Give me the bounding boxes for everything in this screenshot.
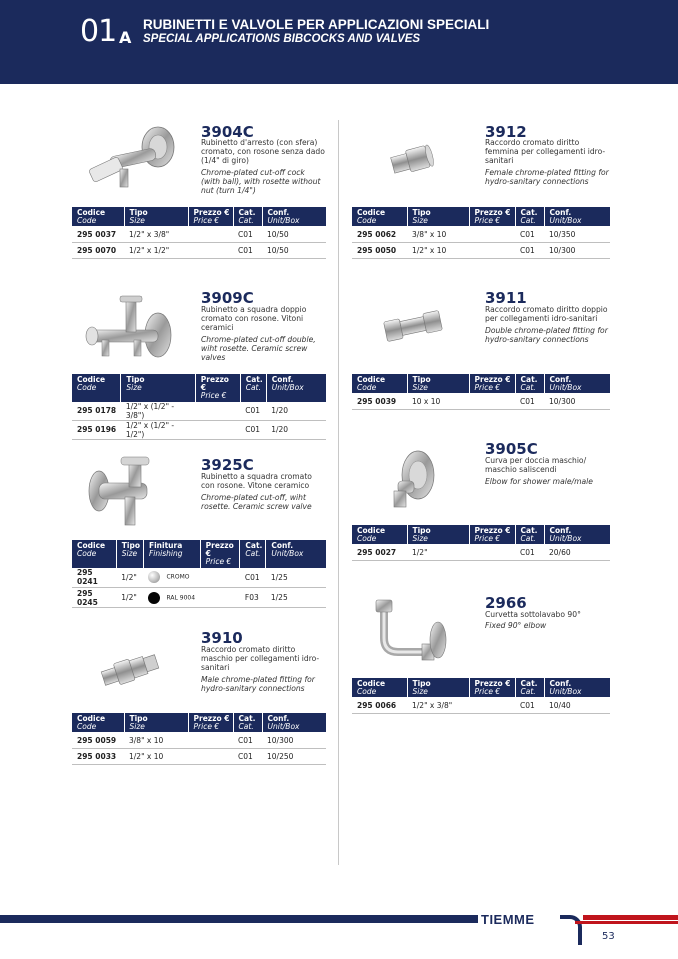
spec-table-3912: [352, 207, 610, 259]
footer-red-stripe-2: [575, 921, 678, 924]
table-row: 295 0196 1/2" x (1/2" - 1/2") C01 1/20: [72, 420, 326, 439]
table-header-row: [72, 207, 326, 226]
table-row: 295 0241 1/2" CROMO C01 1/25: [72, 568, 326, 588]
black-swatch: [148, 592, 160, 604]
female-fitting-image: [388, 142, 438, 177]
chrome-swatch: [148, 571, 160, 583]
table-row: 295 0245 1/2" RAL 9004 F03 1/25: [72, 588, 326, 608]
product-description-it: Rubinetto d'arresto (con sfera) cromato, con rosone senza dado (1/4" di giro): [201, 138, 325, 165]
product-description-en: Elbow for shower male/male: [485, 477, 593, 486]
product-code: 3925C: [201, 456, 254, 474]
table-row: 295 0050 1/2" x 10 C01 10/300: [352, 242, 610, 258]
table-row: 295 0033 1/2" x 10 C01 10/250: [72, 748, 326, 764]
finish-label: RAL 9004: [166, 594, 196, 602]
product-code: 3905C: [485, 440, 538, 458]
product-description-en: Chrome-plated cut-off cock (with ball), with rosette without nut (turn 1/4"): [201, 168, 321, 195]
double-cutoff-image: [80, 290, 180, 365]
page-title-it: RUBINETTI E VALVOLE PER APPLICAZIONI SPECIALI: [143, 17, 490, 32]
table-row: 295 0037 1/2" x 3/8" C01 10/50: [72, 226, 326, 242]
fixed-elbow-image: [370, 598, 450, 663]
table-header-row: Codice Code Tipo Size Prezzo € Price € Cat. Cat. Conf. Unit/Box: [352, 525, 610, 544]
cutoff-cock-image: [80, 125, 180, 195]
spec-table-3905c: [352, 525, 610, 561]
product-code: 3909C: [201, 289, 254, 307]
product-code: 3912: [485, 123, 527, 141]
product-description-en: Chrome-plated cut-off double, wiht rosette. Ceramic screw valves: [201, 335, 316, 362]
spec-table-3925c: [72, 540, 326, 608]
table-row: 295 0062 3/8" x 10 C01 10/350: [352, 226, 610, 242]
col-size: Tipo Size: [124, 207, 188, 226]
product-description-en: Female chrome-plated fitting for hydro-sanitary connections: [485, 168, 609, 186]
product-description-it: Raccordo cromato diritto femmina per collegamenti idro-sanitari: [485, 138, 606, 165]
product-code: 3910: [201, 629, 243, 647]
spec-table-3910: [72, 713, 326, 765]
male-fitting-image: [100, 648, 160, 693]
product-description-it: Raccordo cromato diritto maschio per collegamenti idro-sanitari: [201, 645, 320, 672]
page-number: 53: [602, 931, 615, 942]
col-price: Prezzo € Price €: [188, 207, 233, 226]
angle-valve-image: [85, 455, 180, 535]
footer-bar: [0, 915, 478, 923]
brand-logo: TIEMME: [481, 912, 535, 927]
table-row: 295 0178 1/2" x (1/2" - 3/8") C01 1/20: [72, 402, 326, 421]
table-header-row: Codice Code Tipo Size Prezzo € Price € Cat. Cat. Conf. Unit/Box: [352, 207, 610, 226]
product-description-en: Fixed 90° elbow: [485, 621, 547, 630]
col-unit: Conf. Unit/Box: [262, 207, 326, 226]
column-divider: [338, 120, 339, 865]
product-description-it: Raccordo cromato diritto doppio per collegamenti idro-sanitari: [485, 305, 608, 323]
table-header-row: Codice Code Tipo Size Prezzo € Price € Cat. Cat. Conf. Unit/Box: [72, 374, 326, 402]
shower-elbow-image: [388, 447, 443, 512]
page-title-en: SPECIAL APPLICATIONS BIBCOCKS AND VALVES: [143, 33, 421, 45]
table-row: 295 0066 1/2" x 3/8" C01 10/40: [352, 697, 610, 713]
footer-curve: [560, 915, 582, 945]
col-cat: Cat. Cat.: [233, 207, 262, 226]
table-row: 295 0059 3/8" x 10 C01 10/300: [72, 732, 326, 748]
footer-red-stripe: [583, 915, 678, 920]
table-header-row: Codice Code Tipo Size Prezzo € Price € Cat. Cat. Conf. Unit/Box: [352, 678, 610, 697]
table-header-row: Codice Code Tipo Size Prezzo € Price € Cat. Cat. Conf. Unit/Box: [352, 374, 610, 393]
double-fitting-image: [383, 306, 443, 346]
col-code: Codice Code: [72, 207, 124, 226]
table-row: 295 0070 1/2" x 1/2" C01 10/50: [72, 242, 326, 258]
table-header-row: Codice Code Tipo Size Prezzo € Price € Cat. Cat. Conf. Unit/Box: [72, 713, 326, 732]
product-description-en: Double chrome-plated fitting for hydro-sanitary connections: [485, 326, 608, 344]
chapter-letter: A: [119, 28, 132, 47]
spec-table-3904c: [72, 207, 326, 259]
product-description-it: Rubinetto a squadra doppio cromato con rosone. Vitoni ceramici: [201, 305, 307, 332]
product-description-it: Rubinetto a squadra cromato con rosone. Vitone ceramico: [201, 472, 312, 490]
table-header-row: Codice Code Tipo Size Finitura Finishing Prezzo € Price € Cat. Cat. Conf. Unit/Box: [72, 540, 326, 568]
table-row: 295 0027 1/2" C01 20/60: [352, 544, 610, 560]
product-description-it: Curvetta sottolavabo 90°: [485, 610, 581, 619]
product-code: 2966: [485, 594, 527, 612]
spec-table-2966: [352, 678, 610, 714]
spec-table-3911: [352, 374, 610, 410]
chapter-number: 01: [80, 14, 117, 49]
product-description-it: Curva per doccia maschio/ maschio saliscendi: [485, 456, 587, 474]
product-description-en: Chrome-plated cut-off, wiht rosette. Ceramic screw valve: [201, 493, 312, 511]
table-row: 295 0039 10 x 10 C01 10/300: [352, 393, 610, 409]
spec-table-3909c: [72, 374, 326, 440]
finish-label: CROMO: [166, 573, 190, 581]
product-code: 3911: [485, 289, 527, 307]
product-code: 3904C: [201, 123, 254, 141]
product-description-en: Male chrome-plated fitting for hydro-sanitary connections: [201, 675, 315, 693]
